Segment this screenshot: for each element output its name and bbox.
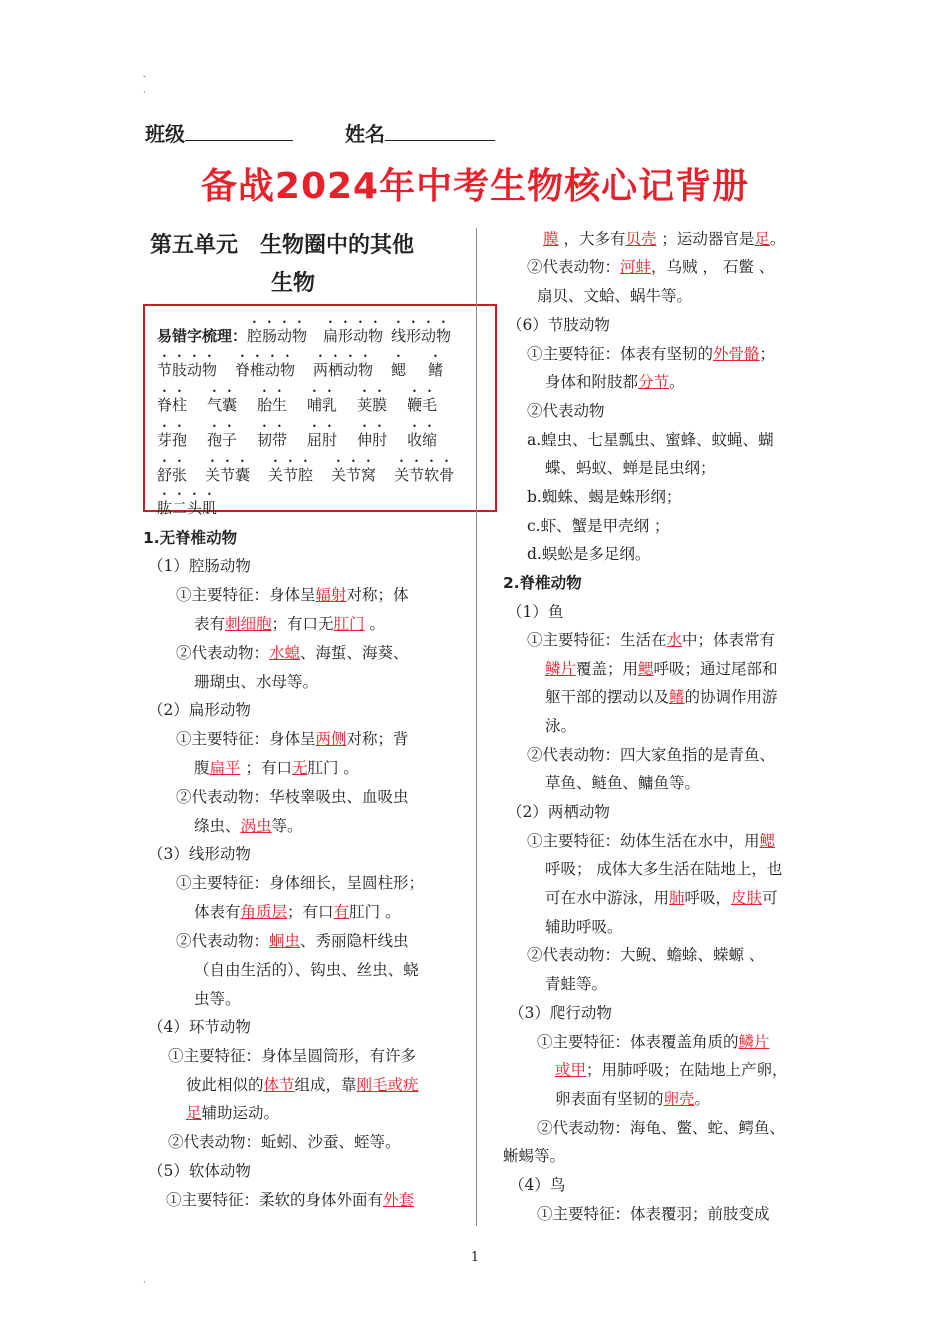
word: 鞭毛 xyxy=(407,396,438,414)
text-line: 泳。 xyxy=(545,717,577,735)
category-heading: （3）爬行动物 xyxy=(509,1004,612,1022)
text-line: 鳞片覆盖；用鳃呼吸；通过尾部和 xyxy=(545,660,778,678)
name-blank xyxy=(385,122,495,141)
text-line: 膜 ，大多有贝壳 ；运动器官是足。 xyxy=(543,230,786,248)
word: 舒张 xyxy=(157,466,188,484)
text-line: 珊瑚虫、水母等。 xyxy=(194,673,319,691)
text-line: 彼此相似的体节组成，靠刚毛或疣 xyxy=(186,1076,419,1094)
word: 关节软骨 xyxy=(394,466,455,484)
answer-fill: 角质层 xyxy=(240,903,288,921)
text-line: ①主要特征：体表有坚韧的外骨骼； xyxy=(527,345,776,363)
error-prone-words-box xyxy=(143,304,497,517)
category-heading: （6）节肢动物 xyxy=(507,316,610,334)
text-line: ②代表动物：蚯蚓、沙蚕、蛭等。 xyxy=(168,1133,401,1151)
answer-fill: 鳃 xyxy=(638,660,654,678)
answer-fill: 体节 xyxy=(263,1076,295,1094)
text-line: 或甲；用肺呼吸；在陆地上产卵， xyxy=(555,1061,788,1079)
class-label: 班级 xyxy=(145,122,185,146)
text-line: ①主要特征：体表覆盖角质的鳞片 xyxy=(537,1033,770,1051)
box-row xyxy=(157,318,451,346)
answer-fill: 河蚌 xyxy=(620,258,652,276)
answer-fill: 鳍 xyxy=(669,688,685,706)
category-heading: （2）两栖动物 xyxy=(507,803,610,821)
text-line: 躯干部的摆动以及鳍的协调作用游 xyxy=(545,688,778,706)
text-line: ①主要特征：幼体生活在水中，用鳃 xyxy=(527,832,776,850)
word: 关节窝 xyxy=(331,466,377,484)
word: 收缩 xyxy=(407,431,438,449)
text-line: 绦虫、涡虫等。 xyxy=(194,817,303,835)
answer-fill: 外套 xyxy=(383,1191,415,1209)
text-line: ②代表动物：华枝睾吸虫、血吸虫 xyxy=(176,788,409,806)
unit-heading-line1: 第五单元 生物圈中的其他 xyxy=(150,233,415,258)
word: 伸肘 xyxy=(357,431,388,449)
answer-fill: 分节 xyxy=(638,373,670,391)
box-row xyxy=(157,490,217,518)
answer-fill: 鳃 xyxy=(759,832,776,850)
category-heading: （2）扁形动物 xyxy=(148,701,251,719)
text-line: ①主要特征：身体呈两侧对称；背 xyxy=(176,730,409,748)
answer-fill: 卵壳 xyxy=(663,1090,695,1108)
text-line: d.蜈蚣是多足纲。 xyxy=(527,545,651,563)
word: 脊椎动物 xyxy=(235,361,296,379)
word: 孢子 xyxy=(207,431,238,449)
text-line: ②代表动物：大鲵、蟾蜍、蝾螈 、 xyxy=(527,946,765,964)
answer-fill: 外骨骼 xyxy=(713,345,760,363)
answer-fill: 水螅 xyxy=(269,644,301,662)
text-line: ①主要特征：柔软的身体外面有外套 xyxy=(166,1191,415,1209)
text-line: c.虾、蟹是甲壳纲 ； xyxy=(527,517,670,535)
answer-fill: 或甲 xyxy=(555,1061,587,1079)
text-line: 辅助呼吸。 xyxy=(545,918,623,936)
category-heading: （1）腔肠动物 xyxy=(148,557,251,575)
word: 腔肠动物 xyxy=(247,327,308,345)
column-divider xyxy=(476,228,477,1226)
text-line: ①主要特征：体表覆羽；前肢变成 xyxy=(537,1205,770,1223)
text-line: ①主要特征：身体细长，呈圆柱形； xyxy=(176,874,425,892)
name-field xyxy=(345,118,495,147)
class-blank xyxy=(185,122,293,141)
text-line: ①主要特征：身体呈圆筒形，有许多 xyxy=(168,1047,417,1065)
text-line: 体表有角质层；有口有肛门 。 xyxy=(194,903,401,921)
category-heading: （4）环节动物 xyxy=(148,1018,251,1036)
text-line: 蜥蜴等。 xyxy=(503,1147,566,1165)
answer-fill: 扁平 xyxy=(209,759,241,777)
text-line: 虫等。 xyxy=(194,990,241,1008)
answer-fill: 贝壳 xyxy=(625,230,657,248)
category-heading: （5）软体动物 xyxy=(148,1162,251,1180)
text-line: 表有刺细胞；有口无肛门 。 xyxy=(194,615,385,633)
word: 荚膜 xyxy=(357,396,388,414)
text-line: 足辅助运动。 xyxy=(186,1104,280,1122)
box-row xyxy=(157,457,454,485)
text-line: 青蛙等。 xyxy=(545,975,608,993)
section-heading: 2.脊椎动物 xyxy=(503,574,582,592)
text-line: 身体和附肢都分节。 xyxy=(545,373,685,391)
text-line: ②代表动物：水螅、海蜇、海葵、 xyxy=(176,644,409,662)
name-label: 姓名 xyxy=(345,122,385,146)
answer-fill: 足 xyxy=(186,1104,202,1122)
answer-fill: 鳞片 xyxy=(738,1033,770,1051)
corner-mark: - xyxy=(143,72,147,82)
word: 屈肘 xyxy=(307,431,338,449)
word: 关节腔 xyxy=(268,466,314,484)
category-heading: （3）线形动物 xyxy=(148,845,251,863)
text-line: a.蝗虫、七星瓢虫、蜜蜂、蚊蝇、蝴 xyxy=(527,431,774,449)
box-row xyxy=(157,352,443,380)
box-row xyxy=(157,387,437,415)
box-label: 易错字梳理： xyxy=(157,327,248,345)
box-row xyxy=(157,422,437,450)
corner-mark: · xyxy=(143,88,146,98)
answer-fill: 刚毛或疣 xyxy=(356,1076,419,1094)
word: 节肢动物 xyxy=(157,361,218,379)
answer-fill: 鳞片 xyxy=(545,660,577,678)
text-line: ①主要特征：生活在水中；体表常有 xyxy=(527,631,776,649)
word: 两栖动物 xyxy=(313,361,374,379)
category-heading: （4）鸟 xyxy=(509,1176,566,1194)
word: 关节囊 xyxy=(205,466,251,484)
word: 韧带 xyxy=(257,431,288,449)
text-line: ②代表动物 xyxy=(527,402,605,420)
answer-fill: 肺 xyxy=(669,889,685,907)
word: 扁形动物 xyxy=(323,327,384,345)
text-line: ②代表动物：海龟、鳖、蛇、鳄鱼、 xyxy=(537,1119,786,1137)
answer-fill: 两侧 xyxy=(315,730,347,748)
text-line: （自由生活的）、钩虫、丝虫、蛲 xyxy=(194,961,419,979)
text-line: 卵表面有坚韧的卵壳。 xyxy=(555,1090,711,1108)
page-title: 备战2024年中考生物核心记背册 xyxy=(200,166,750,207)
answer-fill: 蛔虫 xyxy=(269,932,301,950)
answer-fill: 肛门 xyxy=(333,615,365,633)
page-number: 1 xyxy=(470,1250,480,1265)
answer-fill: 辐射 xyxy=(315,586,347,604)
word: 鳃 xyxy=(391,361,407,379)
text-line: 可在水中游泳，用肺呼吸，皮肤可 xyxy=(545,889,778,907)
word: 芽孢 xyxy=(157,431,188,449)
answer-fill: 水 xyxy=(666,631,683,649)
category-heading: （1）鱼 xyxy=(507,603,564,621)
text-line: 呼吸； 成体大多生活在陆地上，也 xyxy=(545,860,783,878)
word: 气囊 xyxy=(207,396,238,414)
text-line: 腹扁平 ；有口无肛门 。 xyxy=(194,759,359,777)
text-line: 蝶、蚂蚁、蝉是昆虫纲； xyxy=(545,459,716,477)
word: 鳍 xyxy=(428,361,444,379)
section-heading: 1.无脊椎动物 xyxy=(143,529,238,547)
answer-fill: 涡虫 xyxy=(240,817,272,835)
word: 线形动物 xyxy=(391,327,452,345)
class-field xyxy=(145,118,293,147)
text-line: 草鱼、鲢鱼、鳙鱼等。 xyxy=(545,774,701,792)
answer-fill: 有 xyxy=(333,903,350,921)
answer-fill: 刺细胞 xyxy=(225,615,272,633)
text-line: ②代表动物：蛔虫、秀丽隐杆线虫 xyxy=(176,932,409,950)
word: 胎生 xyxy=(257,396,288,414)
word: 脊柱 xyxy=(157,396,188,414)
text-line: 扇贝、文蛤、蜗牛等。 xyxy=(537,287,693,305)
answer-fill: 皮肤 xyxy=(731,889,763,907)
answer-fill: 足 xyxy=(754,230,770,248)
word: 哺乳 xyxy=(307,396,338,414)
word: 肱二头肌 xyxy=(157,499,218,517)
answer-fill: 无 xyxy=(291,759,308,777)
text-line: ②代表动物：四大家鱼指的是青鱼、 xyxy=(527,746,776,764)
text-line: ②代表动物：河蚌，乌贼 ， 石鳖 、 xyxy=(527,258,775,276)
unit-heading-line2: 生物 xyxy=(271,271,316,296)
text-line: ①主要特征：身体呈辐射对称；体 xyxy=(176,586,409,604)
text-line: b.蜘蛛、蝎是蛛形纲； xyxy=(527,488,682,506)
answer-fill: 膜 xyxy=(543,230,559,248)
corner-mark: · xyxy=(143,1278,146,1288)
